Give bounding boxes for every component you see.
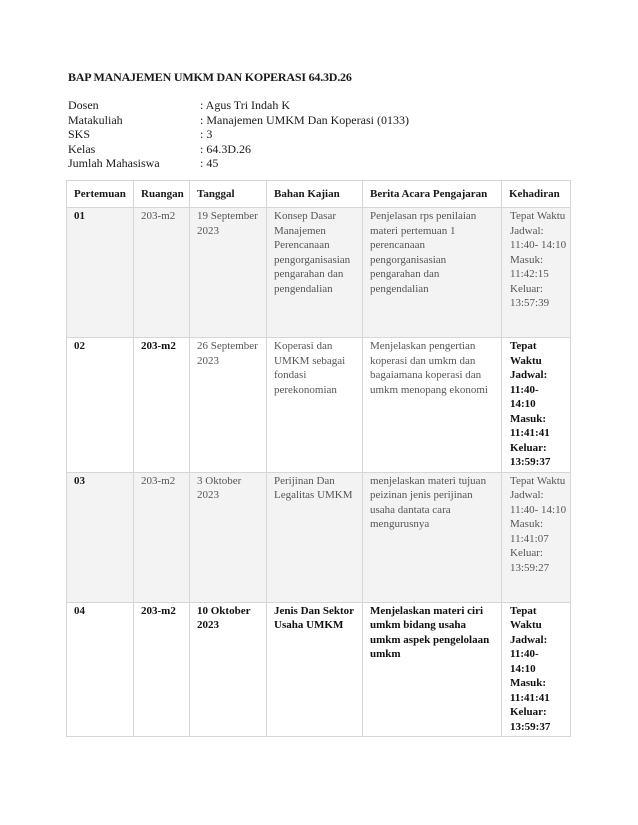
cell-pertemuan: 04 (67, 602, 134, 737)
table-header-row (67, 181, 571, 208)
cell-pertemuan: 02 (67, 338, 134, 473)
cell-bahan-kajian: Perijinan Dan Legalitas UMKM (267, 472, 363, 602)
table-row (67, 472, 571, 602)
kehadiran-masuk: Masuk: 11:41:41 (510, 412, 550, 439)
cell-tanggal: 3 Oktober 2023 (190, 472, 267, 602)
info-value: : 3 (200, 127, 213, 141)
cell-berita-acara: Menjelaskan pengertian koperasi dan umkm dan bagaiamana koperasi dan umkm menopang ekonomi (363, 338, 502, 473)
cell-ruangan: 203-m2 (134, 208, 190, 338)
kehadiran-jadwal: Jadwal: 11:40- 14:10 (510, 489, 567, 516)
cell-kehadiran (502, 208, 571, 338)
cell-kehadiran (502, 472, 571, 602)
kehadiran-keluar: Keluar: 13:57:39 (510, 282, 550, 309)
header-berita-acara: Berita Acara Pengajaran (363, 181, 502, 208)
kehadiran-status: Tepat Waktu (510, 474, 566, 487)
kehadiran-keluar: Keluar: 13:59:37 (510, 441, 551, 468)
info-label: Kelas (68, 141, 96, 156)
header-bahan-kajian: Bahan Kajian (267, 181, 363, 208)
kehadiran-keluar: Keluar: 13:59:37 (510, 706, 551, 733)
cell-ruangan: 203-m2 (134, 338, 190, 473)
table-row (67, 602, 571, 737)
info-label: SKS (68, 127, 91, 141)
header-pertemuan: Pertemuan (67, 181, 134, 208)
cell-tanggal: 19 September 2023 (190, 208, 267, 338)
page-title: BAP MANAJEMEN UMKM DAN KOPERASI 64.3D.26 (68, 70, 352, 84)
header-ruangan: Ruangan (134, 181, 190, 208)
info-value: : Manajemen UMKM Dan Koperasi (0133) (200, 112, 409, 127)
kehadiran-jadwal: Jadwal: 11:40- 14:10 (510, 369, 548, 410)
attendance-table (66, 180, 571, 737)
header-kehadiran: Kehadiran (502, 181, 571, 208)
info-value: : 45 (200, 156, 219, 170)
kehadiran-masuk: Masuk: 11:42:15 (510, 253, 549, 280)
info-value: : Agus Tri Indah K (200, 98, 291, 112)
cell-tanggal: 26 September 2023 (190, 338, 267, 473)
cell-tanggal: 10 Oktober 2023 (190, 602, 267, 737)
cell-ruangan: 203-m2 (134, 472, 190, 602)
info-label: Dosen (68, 98, 99, 112)
info-label: Matakuliah (68, 112, 123, 127)
kehadiran-status: Tepat Waktu (510, 210, 566, 222)
table-row (67, 338, 571, 473)
info-value: : 64.3D.26 (200, 141, 251, 156)
cell-berita-acara: menjelaskan materi tujuan peizinan jenis perijinan usaha dantata cara mengurusnya (363, 472, 502, 602)
cell-kehadiran (502, 602, 571, 737)
cell-berita-acara: Menjelaskan materi ciri umkm bidang usaha umkm aspek pengelolaan umkm (363, 602, 502, 737)
cell-pertemuan: 03 (67, 472, 134, 602)
info-label: Jumlah Mahasiswa (68, 156, 160, 170)
cell-kehadiran (502, 338, 571, 473)
cell-bahan-kajian: Koperasi dan UMKM sebagai fondasi perekonomian (267, 338, 363, 473)
kehadiran-jadwal: Jadwal: 11:40- 14:10 (510, 224, 567, 251)
kehadiran-masuk: Masuk: 11:41:07 (510, 518, 549, 545)
kehadiran-keluar: Keluar: 13:59:27 (510, 547, 550, 574)
cell-berita-acara: Penjelasan rps penilaian materi pertemuan 1 perencanaan pengorganisasian pengarahan dan pengendalian (363, 208, 502, 338)
kehadiran-status: Tepat Waktu (510, 604, 542, 631)
cell-bahan-kajian: Konsep Dasar Manajemen Perencanaan pengorganisasian pengarahan dan pengendalian (267, 208, 363, 338)
kehadiran-status: Tepat Waktu (510, 340, 542, 367)
cell-ruangan: 203-m2 (134, 602, 190, 737)
kehadiran-masuk: Masuk: 11:41:41 (510, 677, 550, 704)
table-row (67, 208, 571, 338)
header-tanggal: Tanggal (190, 181, 267, 208)
cell-pertemuan: 01 (67, 208, 134, 338)
kehadiran-jadwal: Jadwal: 11:40- 14:10 (510, 633, 548, 675)
cell-bahan-kajian: Jenis Dan Sektor Usaha UMKM (267, 602, 363, 737)
